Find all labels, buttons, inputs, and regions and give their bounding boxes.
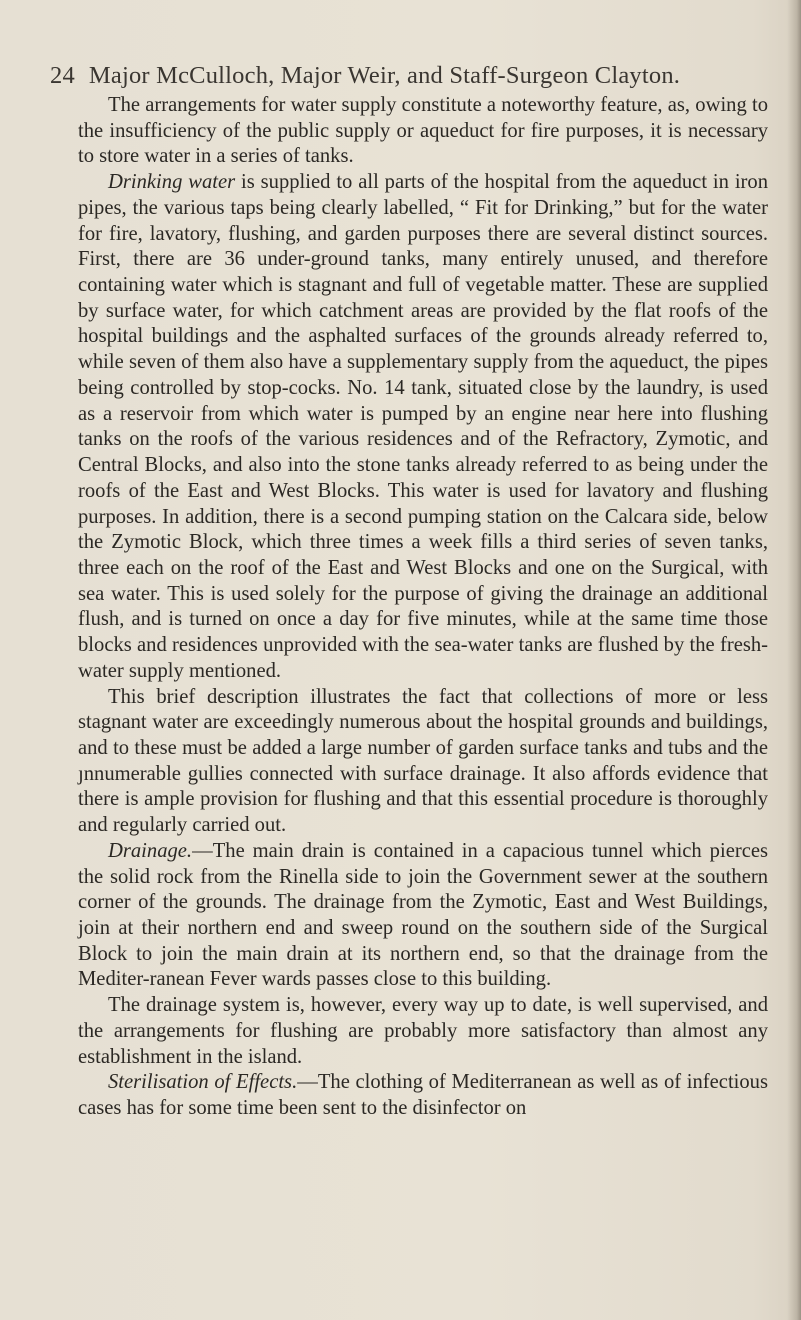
- paragraph-sterilisation: [78, 1070, 768, 1121]
- running-head: [50, 62, 750, 90]
- paragraph-lead: Drinking water: [108, 171, 236, 194]
- paragraph-body: The arrangements for water supply constitute a noteworthy feature, as, owing to the insufficiency of the public supply or aqueduct for fire purposes, it is necessary to store water in a series of tanks.: [78, 94, 768, 168]
- paragraph-stagnant-water: [78, 685, 768, 839]
- paragraph-body: This brief description illustrates the fact that collections of more or less stagnant water are exceedingly numerous about the hospital grounds and buildings, and to these must be added a large number of garden surface tanks and tubs and the ȷnnumerable gullies connected with surface drainage. It also affords evidence that there is ample provision for flushing and that this essential procedure is thoroughly and regularly carried out.: [78, 685, 768, 837]
- page-edge-shadow: [787, 0, 801, 1320]
- running-title: Major McCulloch, Major Weir, and Staff-Surgeon Clayton.: [88, 62, 681, 89]
- paragraph-drainage-system: [78, 993, 768, 1070]
- paragraph-body: —The main drain is contained in a capacious tunnel which pierces the solid rock from the Rinella side to join the Government sewer at the southern corner of the grounds. The drainage from the Zymotic, East and West Buildings, join at their northern end and sweep round on the southern side of the Surgical Block to join the main drain at its northern end, so that the drainage from the Mediter-ranean Fever wards passes close to this building.: [78, 839, 768, 991]
- paragraph-lead: Drainage.: [108, 839, 193, 862]
- page-number: 24: [50, 62, 75, 89]
- paragraph-drinking-water: [78, 170, 768, 684]
- paragraph-lead: Sterilisation of Effects.: [108, 1071, 298, 1094]
- paragraph-water-supply: [78, 93, 768, 170]
- paragraph-body: is supplied to all parts of the hospital from the aqueduct in iron pipes, the various taps being clearly labelled, “ Fit for Drinking,” but for the water for fire, lavatory, flushing, and garden purposes there are several distinct sources. First, there are 36 under-ground tanks, many entirely unused, and therefore containing water which is stagnant and full of vegetable matter. These are supplied by surface water, for which catchment areas are provided by the flat roofs of the hospital buildings and the asphalted surfaces of the grounds already referred to, while seven of them also have a supplementary supply from the aqueduct, the pipes being controlled by stop-cocks. No. 14 tank, situated close by the laundry, is used as a reservoir from which water is pumped by an engine near here into flushing tanks on the roofs of the various residences and of the Refractory, Zymotic, and Central Blocks, and also into the stone tanks already referred to as being under the roofs of the East and West Blocks. This water is used for lavatory and flushing purposes. In addition, there is a second pumping station on the Calcara side, below the Zymotic Block, which three times a week fills a third series of seven tanks, three each on the roof of the East and West Blocks and one on the Surgical, with sea water. This is used solely for the purpose of giving the drainage an additional flush, and is turned on once a day for five minutes, while at the same time those blocks and residences unprovided with the sea-water tanks are flushed by the fresh-water supply mentioned.: [78, 171, 768, 682]
- body-text: [78, 93, 768, 1122]
- paragraph-body: —The clothing of Mediterranean as well as of infectious cases has for some time been sent to the disinfector on: [78, 1071, 768, 1120]
- paragraph-drainage: [78, 839, 768, 993]
- paragraph-body: The drainage system is, however, every way up to date, is well supervised, and the arrangements for flushing are probably more satisfactory than almost any establishment in the island.: [78, 994, 768, 1068]
